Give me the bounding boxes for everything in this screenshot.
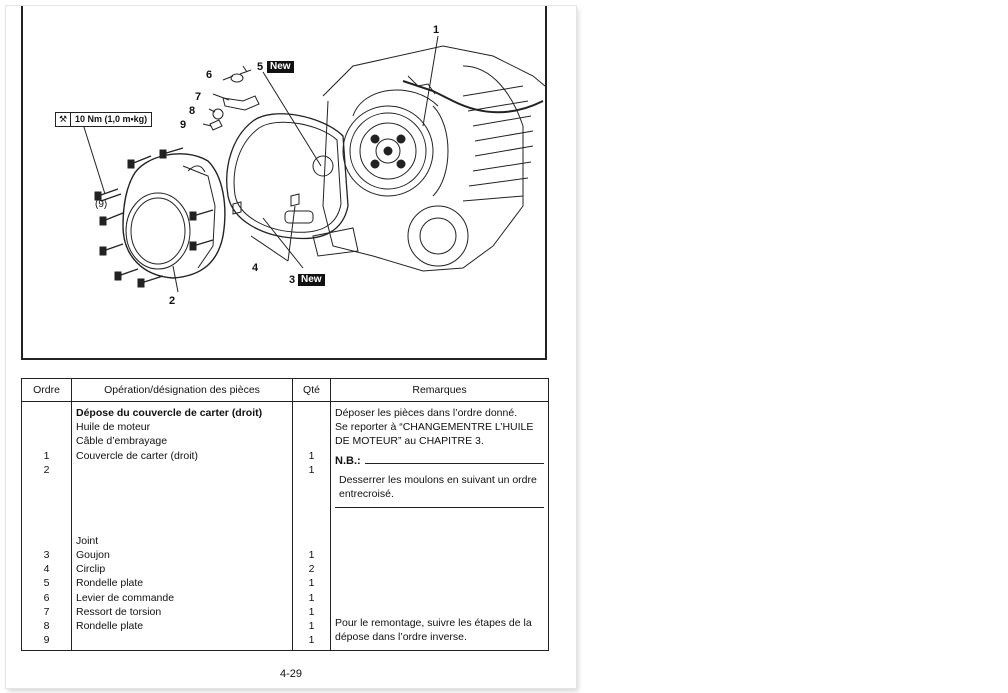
section-title: Dépose du couvercle de carter (droit) bbox=[76, 407, 263, 419]
callout-9: 9 bbox=[180, 119, 187, 131]
callout-4: 4 bbox=[252, 262, 259, 274]
section-subtitle: Huile de moteur bbox=[76, 421, 151, 434]
qty-2: 1 bbox=[308, 463, 315, 476]
callout-8: 8 bbox=[189, 105, 196, 117]
qty-1: 1 bbox=[308, 449, 315, 462]
torque-spec-text: 10 Nm (1,0 m•kg) bbox=[75, 114, 148, 124]
order-4: 4 bbox=[43, 563, 50, 576]
nb-label: N.B.: bbox=[335, 454, 361, 467]
page-number: 4-29 bbox=[279, 668, 303, 680]
part-3: Joint bbox=[76, 534, 99, 547]
order-7: 7 bbox=[43, 605, 50, 618]
qty-3: 1 bbox=[308, 548, 315, 561]
order-1: 1 bbox=[43, 449, 50, 462]
manual-page bbox=[6, 6, 576, 688]
part-8: Ressort de torsion bbox=[76, 605, 162, 618]
order-9: 9 bbox=[43, 634, 50, 647]
order-2: 2 bbox=[43, 463, 50, 476]
qty-7: 1 bbox=[308, 605, 315, 618]
nb-line-1: Desserrer les moulons en suivant un ordre bbox=[339, 473, 537, 486]
table-header-row bbox=[22, 379, 549, 402]
remark-line-3: DE MOTEUR” au CHAPITRE 3. bbox=[335, 435, 484, 448]
callout-5: 5 bbox=[257, 61, 264, 73]
exploded-diagram bbox=[21, 6, 547, 360]
callout-6: 6 bbox=[206, 69, 213, 81]
order-3: 3 bbox=[43, 548, 50, 561]
new-badge-5: New bbox=[267, 61, 294, 73]
engine-illustration bbox=[23, 6, 545, 358]
new-badge-3: New bbox=[298, 274, 325, 286]
order-column bbox=[22, 402, 72, 651]
nb-note bbox=[335, 455, 544, 508]
qty-6: 1 bbox=[308, 591, 315, 604]
callout-1: 1 bbox=[433, 24, 440, 36]
part-4: Goujon bbox=[76, 548, 110, 561]
qty-5: 1 bbox=[308, 577, 315, 590]
part-5: Circlip bbox=[76, 563, 106, 576]
part-1: Câble d’embrayage bbox=[76, 435, 168, 448]
wrench-icon: ⚒ bbox=[56, 113, 71, 126]
order-5: 5 bbox=[43, 577, 50, 590]
qty-4: 2 bbox=[308, 563, 315, 576]
header-operation: Opération/désignation des pièces bbox=[72, 379, 293, 402]
table-body-row bbox=[22, 402, 549, 651]
part-9: Rondelle plate bbox=[76, 619, 144, 632]
callout-7: 7 bbox=[195, 91, 202, 103]
parts-table bbox=[21, 378, 549, 651]
qty-9: 1 bbox=[308, 634, 315, 647]
header-qty: Qté bbox=[293, 379, 331, 402]
remark-line-1: Déposer les pièces dans l’ordre donné. bbox=[335, 407, 518, 419]
part-6: Rondelle plate bbox=[76, 577, 144, 590]
qty-column bbox=[293, 402, 331, 651]
header-remarks: Remarques bbox=[331, 379, 549, 402]
callout-3: 3 bbox=[289, 274, 296, 286]
nb-line-2: entrecroisé. bbox=[339, 487, 394, 500]
operation-column bbox=[72, 402, 293, 651]
reference-9: (9) bbox=[95, 199, 108, 210]
part-7: Levier de commande bbox=[76, 591, 175, 604]
final-remark-2: dépose dans l’ordre inverse. bbox=[335, 631, 467, 643]
torque-spec-box bbox=[55, 112, 152, 127]
order-6: 6 bbox=[43, 591, 50, 604]
header-order: Ordre bbox=[22, 379, 72, 402]
order-8: 8 bbox=[43, 619, 50, 632]
callout-2: 2 bbox=[169, 295, 176, 307]
remarks-column bbox=[331, 402, 549, 651]
part-2: Couvercle de carter (droit) bbox=[76, 449, 198, 462]
qty-8: 1 bbox=[308, 619, 315, 632]
remark-line-2: Se reporter à “CHANGEMENTRE L’HUILE bbox=[335, 421, 534, 434]
final-remark-1: Pour le remontage, suivre les étapes de la bbox=[335, 617, 532, 629]
